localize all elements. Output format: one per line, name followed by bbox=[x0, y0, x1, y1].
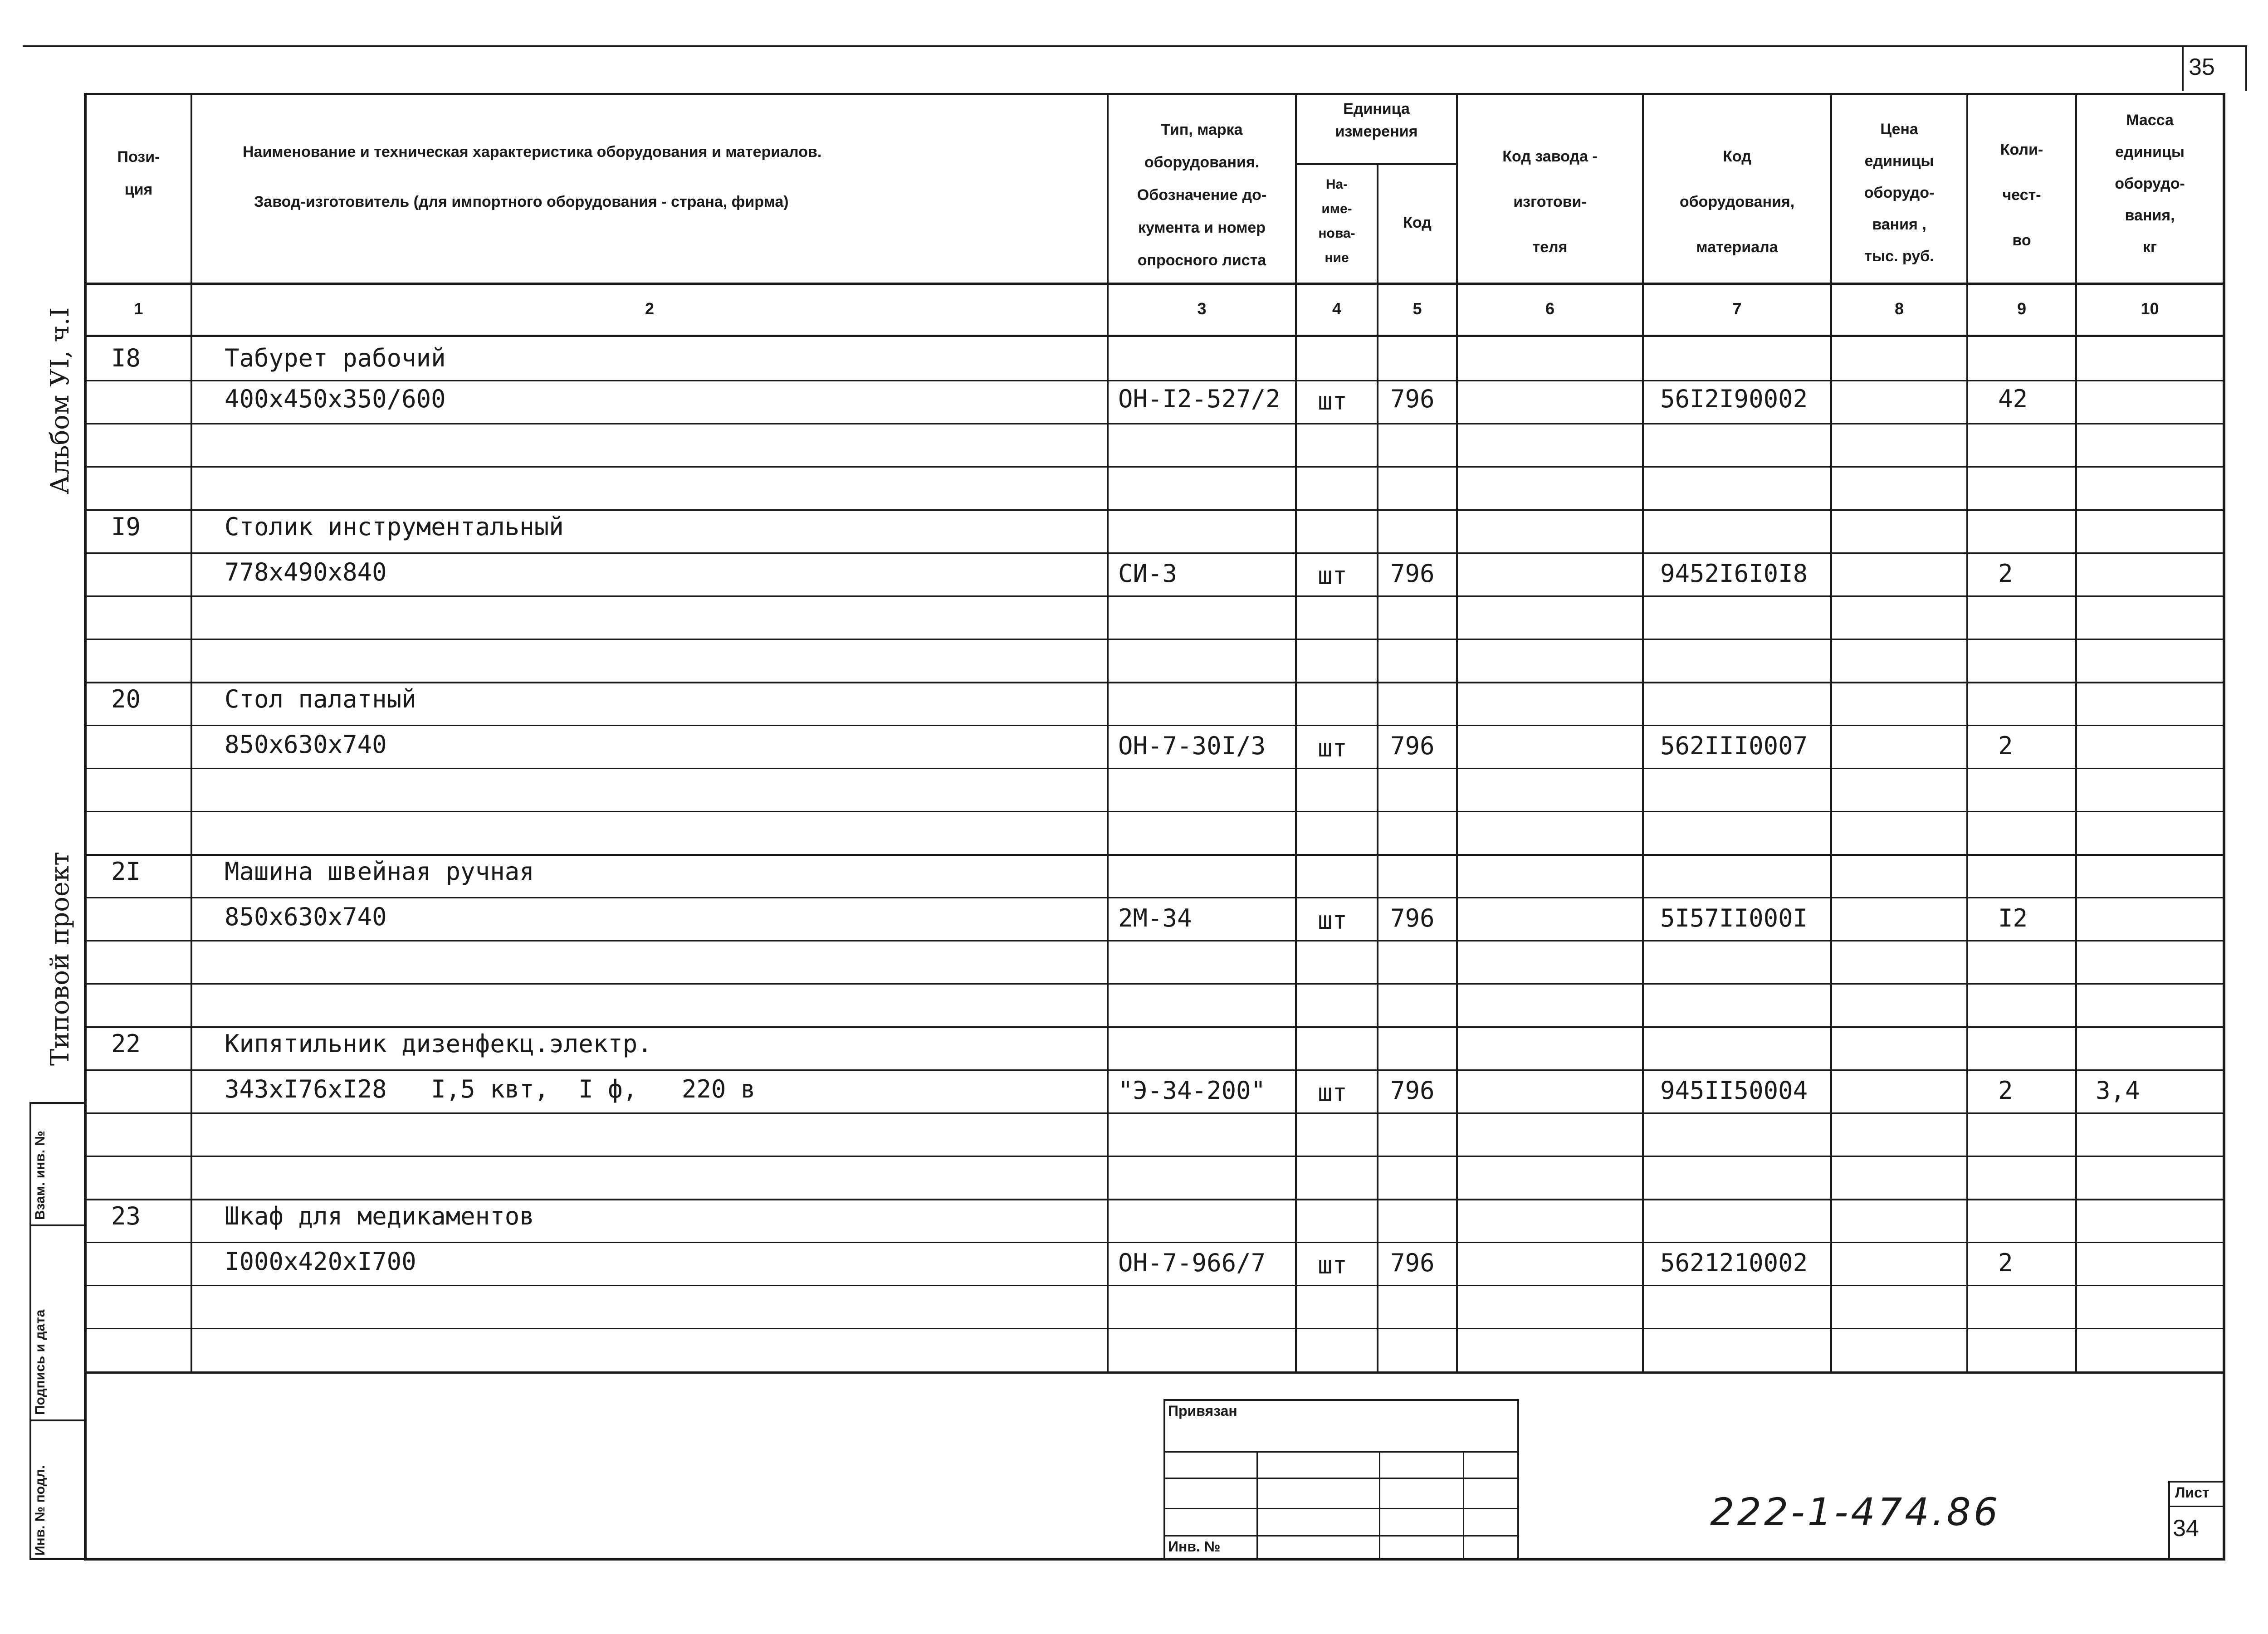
row-unit-code: 796 bbox=[1390, 559, 1435, 588]
row-unit-code: 796 bbox=[1390, 1076, 1435, 1105]
row-position: I8 bbox=[111, 344, 141, 372]
sheet-number: 34 bbox=[2173, 1515, 2199, 1541]
col-number-2: 2 bbox=[645, 299, 655, 318]
row-unit-code: 796 bbox=[1390, 732, 1435, 760]
podpis-label: Подпись и дата bbox=[33, 1309, 48, 1415]
album-label: Альбом УI, ч.I bbox=[45, 307, 75, 494]
row-unit: шт bbox=[1318, 906, 1348, 935]
vzam-label: Взам. инв. № bbox=[33, 1131, 48, 1220]
row-unit: шт bbox=[1318, 734, 1348, 762]
row-equipment-code: 945II50004 bbox=[1660, 1076, 1808, 1105]
header-quantity: Коли- чест- во bbox=[2000, 141, 2043, 249]
inv-no-label: Инв. № bbox=[1168, 1538, 1221, 1555]
header-equipment-code: Код оборудования, материала bbox=[1679, 148, 1795, 256]
row-unit: шт bbox=[1318, 387, 1348, 415]
row-name: Табурет рабочий bbox=[225, 344, 446, 372]
row-equipment-code: 56I2I90002 bbox=[1660, 385, 1808, 413]
header-factory-code: Код завода - изготови- теля bbox=[1502, 148, 1598, 256]
header-unit-name: На- име- нова- ние bbox=[1318, 177, 1355, 265]
col-number-4: 4 bbox=[1332, 299, 1342, 318]
row-position: I9 bbox=[111, 512, 141, 541]
header-unit-code: Код bbox=[1403, 214, 1432, 231]
header-price: Цена единицы оборудо- вания , тыс. руб. bbox=[1864, 121, 1935, 265]
col-number-6: 6 bbox=[1545, 299, 1555, 318]
row-name: Стол палатный bbox=[225, 685, 416, 713]
row-quantity: 2 bbox=[1998, 559, 2013, 588]
row-name: Шкаф для медикаментов bbox=[225, 1202, 534, 1230]
row-spec: 850x630x740 bbox=[225, 730, 387, 759]
row-unit: шт bbox=[1318, 1251, 1348, 1279]
row-equipment-code: 5621210002 bbox=[1660, 1249, 1808, 1277]
header-type: Тип, марка оборудования. Обозначение до- кумента и номер опросного листа bbox=[1137, 121, 1267, 269]
row-position: 2I bbox=[111, 857, 141, 886]
row-type: ОН-7-966/7 bbox=[1118, 1249, 1266, 1277]
row-unit-code: 796 bbox=[1390, 904, 1435, 932]
col-number-8: 8 bbox=[1894, 299, 1904, 318]
row-quantity: I2 bbox=[1998, 904, 2028, 932]
row-quantity: 2 bbox=[1998, 1249, 2013, 1277]
row-spec: 778x490x840 bbox=[225, 558, 387, 586]
row-type: ОН-7-30I/3 bbox=[1118, 732, 1266, 760]
col-number-9: 9 bbox=[2017, 299, 2027, 318]
row-name: Кипятильник дизенфекц.электр. bbox=[225, 1029, 652, 1058]
header-position: Пози- ция bbox=[117, 148, 160, 198]
sheet-label: Лист bbox=[2175, 1484, 2209, 1501]
row-equipment-code: 9452I6I0I8 bbox=[1660, 559, 1808, 588]
privyazan-label: Привязан bbox=[1168, 1403, 1237, 1419]
row-quantity: 42 bbox=[1998, 385, 2028, 413]
row-unit: шт bbox=[1318, 561, 1348, 590]
row-equipment-code: 562III0007 bbox=[1660, 732, 1808, 760]
row-type: 2М-34 bbox=[1118, 904, 1192, 932]
row-name: Машина швейная ручная bbox=[225, 857, 534, 886]
row-name: Столик инструментальный bbox=[225, 512, 564, 541]
row-type: СИ-3 bbox=[1118, 559, 1178, 588]
row-unit: шт bbox=[1318, 1078, 1348, 1107]
row-spec: I000x420xI700 bbox=[225, 1247, 416, 1276]
header-name-line1: Наименование и техническая характеристика оборудования и материалов. bbox=[243, 143, 822, 161]
col-number-3: 3 bbox=[1197, 299, 1207, 318]
page-number: 35 bbox=[2189, 54, 2215, 80]
row-type: ОН-I2-527/2 bbox=[1118, 385, 1281, 413]
row-spec: 400x450x350/600 bbox=[225, 385, 446, 413]
header-name-line2: Завод-изготовитель (для импортного оборудования - страна, фирма) bbox=[254, 193, 789, 210]
inv-label: Инв. № подл. bbox=[33, 1465, 48, 1556]
row-type: "Э-34-200" bbox=[1118, 1076, 1266, 1105]
header-mass: Масса единицы оборудо- вания, кг bbox=[2115, 112, 2185, 256]
row-quantity: 2 bbox=[1998, 1076, 2013, 1105]
row-mass: 3,4 bbox=[2096, 1076, 2140, 1105]
row-position: 23 bbox=[111, 1202, 141, 1230]
header-unit-group: Единица измерения bbox=[1335, 100, 1418, 140]
row-equipment-code: 5I57II000I bbox=[1660, 904, 1808, 932]
row-unit-code: 796 bbox=[1390, 385, 1435, 413]
document-number: 222-1-474.86 bbox=[1710, 1490, 2001, 1534]
col-number-5: 5 bbox=[1413, 299, 1422, 318]
row-unit-code: 796 bbox=[1390, 1249, 1435, 1277]
row-position: 20 bbox=[111, 685, 141, 713]
row-position: 22 bbox=[111, 1029, 141, 1058]
project-label: Типовой проект bbox=[45, 851, 75, 1066]
col-number-7: 7 bbox=[1732, 299, 1742, 318]
col-number-10: 10 bbox=[2141, 299, 2159, 318]
row-spec: 343xI76xI28 I,5 квт, I ф, 220 в bbox=[225, 1075, 756, 1103]
col-number-1: 1 bbox=[134, 299, 143, 318]
row-quantity: 2 bbox=[1998, 732, 2013, 760]
row-spec: 850x630x740 bbox=[225, 902, 387, 931]
